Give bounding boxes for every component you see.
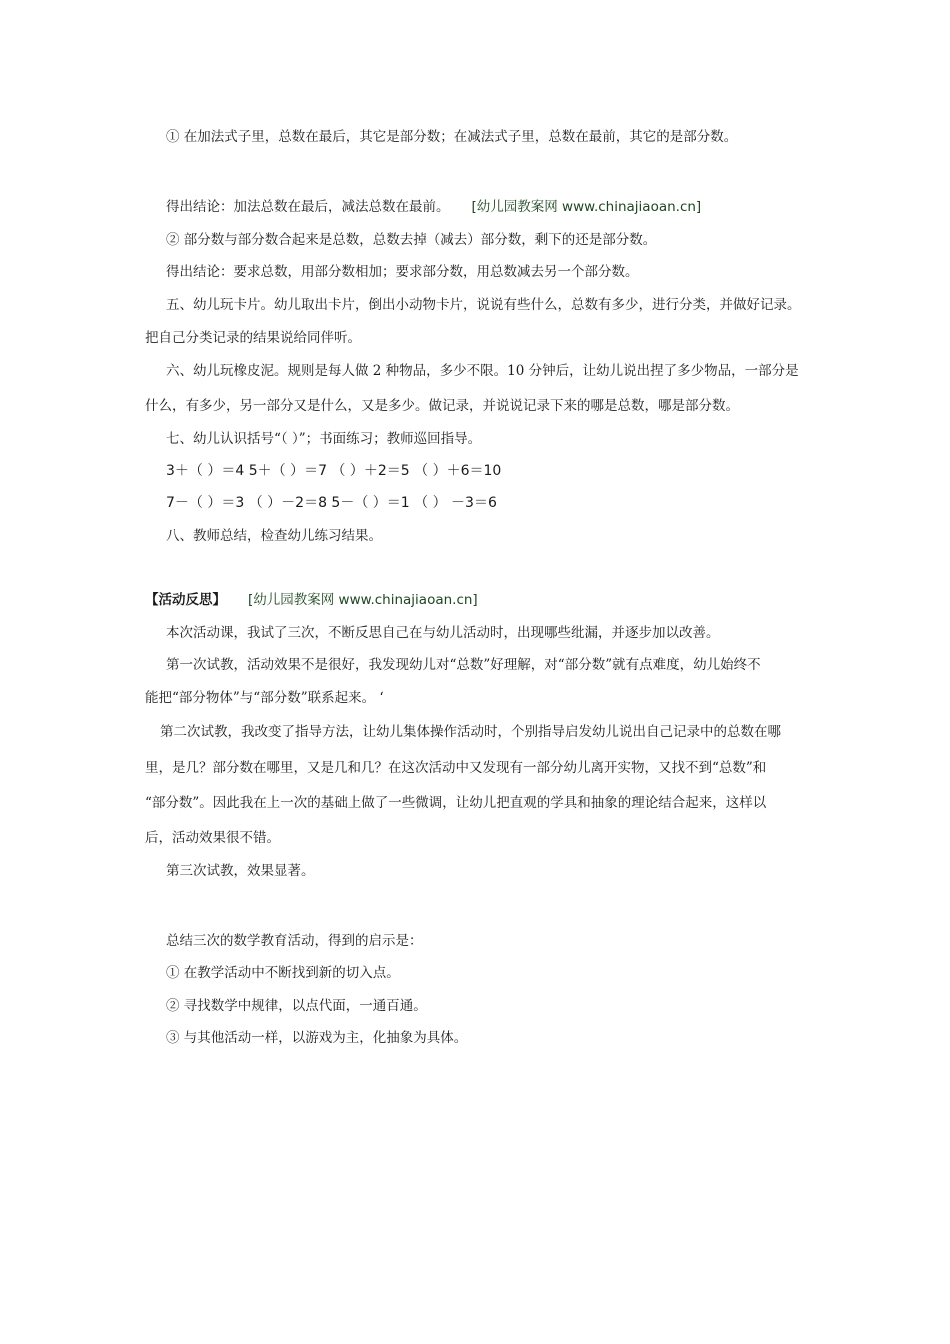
section-title: 【活动反思】 <box>145 592 226 608</box>
paragraph-second-trial-line-1: 第二次试教，我改变了指导方法，让幼儿集体操作活动时，个别指导启发幼儿说出自己记录中的总数在哪 <box>160 724 781 740</box>
equation-row-1: 3＋（ ）＝4 5＋（ ）＝7 （ ）＋2＝5 （ ）＋6＝10 <box>166 463 502 479</box>
paragraph-second-trial-line-2: 里，是几？部分数在哪里，又是几和几？在这次活动中又发现有一部分幼儿离开实物，又找不到“总数”和 <box>145 760 767 776</box>
summary-item-3: ③ 与其他活动一样，以游戏为主，化抽象为具体。 <box>166 1030 468 1046</box>
paragraph-step-8: 八、教师总结，检查幼儿练习结果。 <box>166 528 382 544</box>
paragraph-second-trial-line-4: 后，活动效果很不错。 <box>145 830 280 846</box>
conclusion-1-text: 得出结论：加法总数在最后，减法总数在最前。 <box>166 199 450 215</box>
paragraph-step-5-line-1: 五、幼儿玩卡片。幼儿取出卡片，倒出小动物卡片，说说有些什么，总数有多少，进行分类，并做好记录。 <box>166 297 801 313</box>
paragraph-step-6-line-2: 什么，有多少，另一部分又是什么，又是多少。做记录，并说说记录下来的哪是总数，哪是部分数。 <box>145 398 739 414</box>
paragraph-summary-intro: 总结三次的数学教育活动，得到的启示是： <box>166 933 423 949</box>
site-link-2[interactable]: [幼儿园教案网 www.chinajiaoan.cn] <box>248 592 478 608</box>
site-link[interactable]: [幼儿园教案网 www.chinajiaoan.cn] <box>471 199 702 215</box>
paragraph-third-trial: 第三次试教，效果显著。 <box>166 863 315 879</box>
summary-item-2: ② 寻找数学中规律，以点代面，一通百通。 <box>166 998 427 1014</box>
paragraph-conclusion-1 <box>166 198 701 216</box>
paragraph-conclusion-2: 得出结论：要求总数，用部分数相加；要求部分数，用总数减去另一个部分数。 <box>166 264 639 280</box>
summary-item-1: ① 在教学活动中不断找到新的切入点。 <box>166 965 400 981</box>
paragraph-second-trial-line-3: “部分数”。因此我在上一次的基础上做了一些微调，让幼儿把直观的学具和抽象的理论结合起来，这样以 <box>145 795 767 811</box>
equation-row-2: 7－（ ）＝3 （ ）－2＝8 5－（ ）＝1 （ ） －3＝6 <box>166 495 497 511</box>
paragraph-first-trial-line-2: 能把“部分物体”与“部分数”联系起来。 ‘ <box>145 690 384 706</box>
paragraph-part-whole-rule: ② 部分数与部分数合起来是总数，总数去掉（减去）部分数，剩下的还是部分数。 <box>166 232 657 248</box>
section-heading-reflection <box>145 591 478 609</box>
paragraph-step-7: 七、幼儿认识括号“（ ）”；书面练习；教师巡回指导。 <box>166 431 482 447</box>
paragraph-first-trial-line-1: 第一次试教，活动效果不是很好，我发现幼儿对“总数”好理解，对“部分数”就有点难度，幼儿始终不 <box>166 657 761 673</box>
paragraph-step-5-line-2: 把自己分类记录的结果说给同伴听。 <box>145 330 361 346</box>
paragraph-reflection-intro: 本次活动课，我试了三次，不断反思自己在与幼儿活动时，出现哪些纰漏，并逐步加以改善。 <box>166 625 720 641</box>
paragraph-addition-subtraction-rule: ① 在加法式子里，总数在最后，其它是部分数；在减法式子里，总数在最前，其它的是部分数。 <box>166 129 738 145</box>
paragraph-step-6-line-1: 六、幼儿玩橡皮泥。规则是每人做 2 种物品，多少不限。10 分钟后，让幼儿说出捏了多少物品，一部分是 <box>166 363 799 379</box>
